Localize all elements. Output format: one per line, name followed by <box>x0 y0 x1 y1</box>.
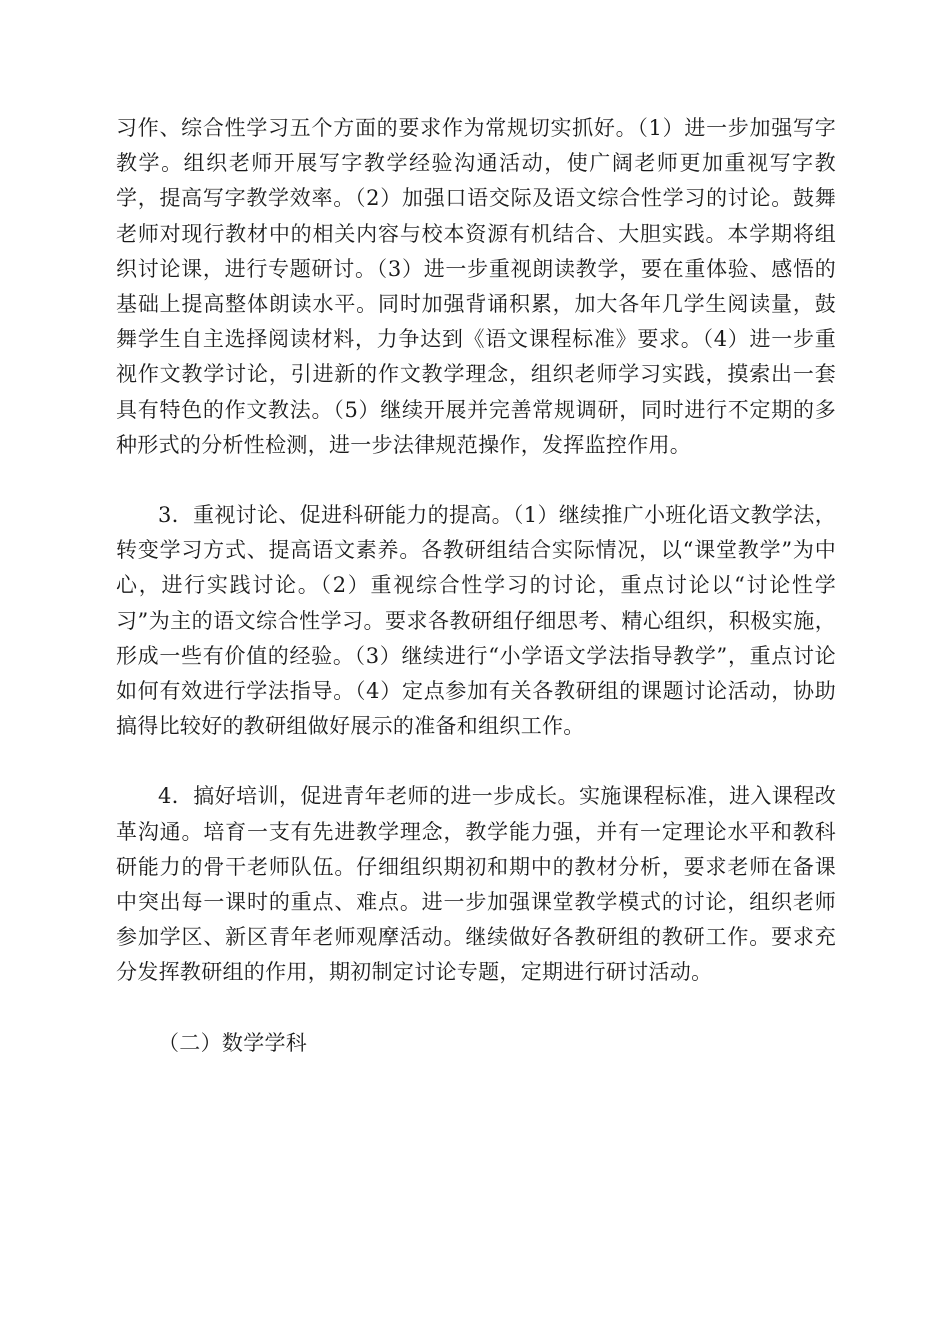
document-body <box>116 111 836 1061</box>
section-heading-math: （二）数学学科 <box>158 1030 308 1055</box>
paragraph-teacher-training: 4．搞好培训，促进青年老师的进一步成长。实施课程标准，进入课程改革沟通。培育一支有先进教学理念，教学能力强，并有一定理论水平和教科研能力的骨干老师队伍。仔细组织期初和期中的教材分析，要求老师在备课中突出每一课时的重点、难点。进一步加强课堂教学模式的讨论，组织老师参加学区、新区青年老师观摩活动。继续做好各教研组的教研工作。要求充分发挥教研组的作用，期初制定讨论专题，定期进行研讨活动。 <box>116 784 836 985</box>
paragraph-writing-requirements: 习作、综合性学习五个方面的要求作为常规切实抓好。（1）进一步加强写字教学。组织老师开展写字教学经验沟通活动，使广阔老师更加重视写字教学，提高写字教学效率。（2）加强口语交际及语文综合性学习的讨论。鼓舞老师对现行教材中的相关内容与校本资源有机结合、大胆实践。本学期将组织讨论课，进行专题研讨。（3）进一步重视朗读教学，要在重体验、感悟的基础上提高整体朗读水平。同时加强背诵积累，加大各年几学生阅读量，鼓舞学生自主选择阅读材料，力争达到《语文课程标准》要求。（4）进一步重视作文教学讨论，引进新的作文教学理念，组织老师学习实践，摸索出一套具有特色的作文教法。（5）继续开展并完善常规调研，同时进行不定期的多种形式的分析性检测，进一步法律规范操作，发挥监控作用。 <box>116 116 836 457</box>
paragraph-research-ability: 3．重视讨论、促进科研能力的提高。（1）继续推广小班化语文教学法，转变学习方式、提高语文素养。各教研组结合实际情况，以“课堂教学”为中心，进行实践讨论。（2）重视综合性学习的讨论，重点讨论以“讨论性学习”为主的语文综合性学习。要求各教研组仔细思考、精心组织，积极实施，形成一些有价值的经验。（3）继续进行“小学语文学法指导教学”，重点讨论如何有效进行学法指导。（4）定点参加有关各教研组的课题讨论活动，协助搞得比较好的教研组做好展示的准备和组织工作。 <box>116 503 836 739</box>
